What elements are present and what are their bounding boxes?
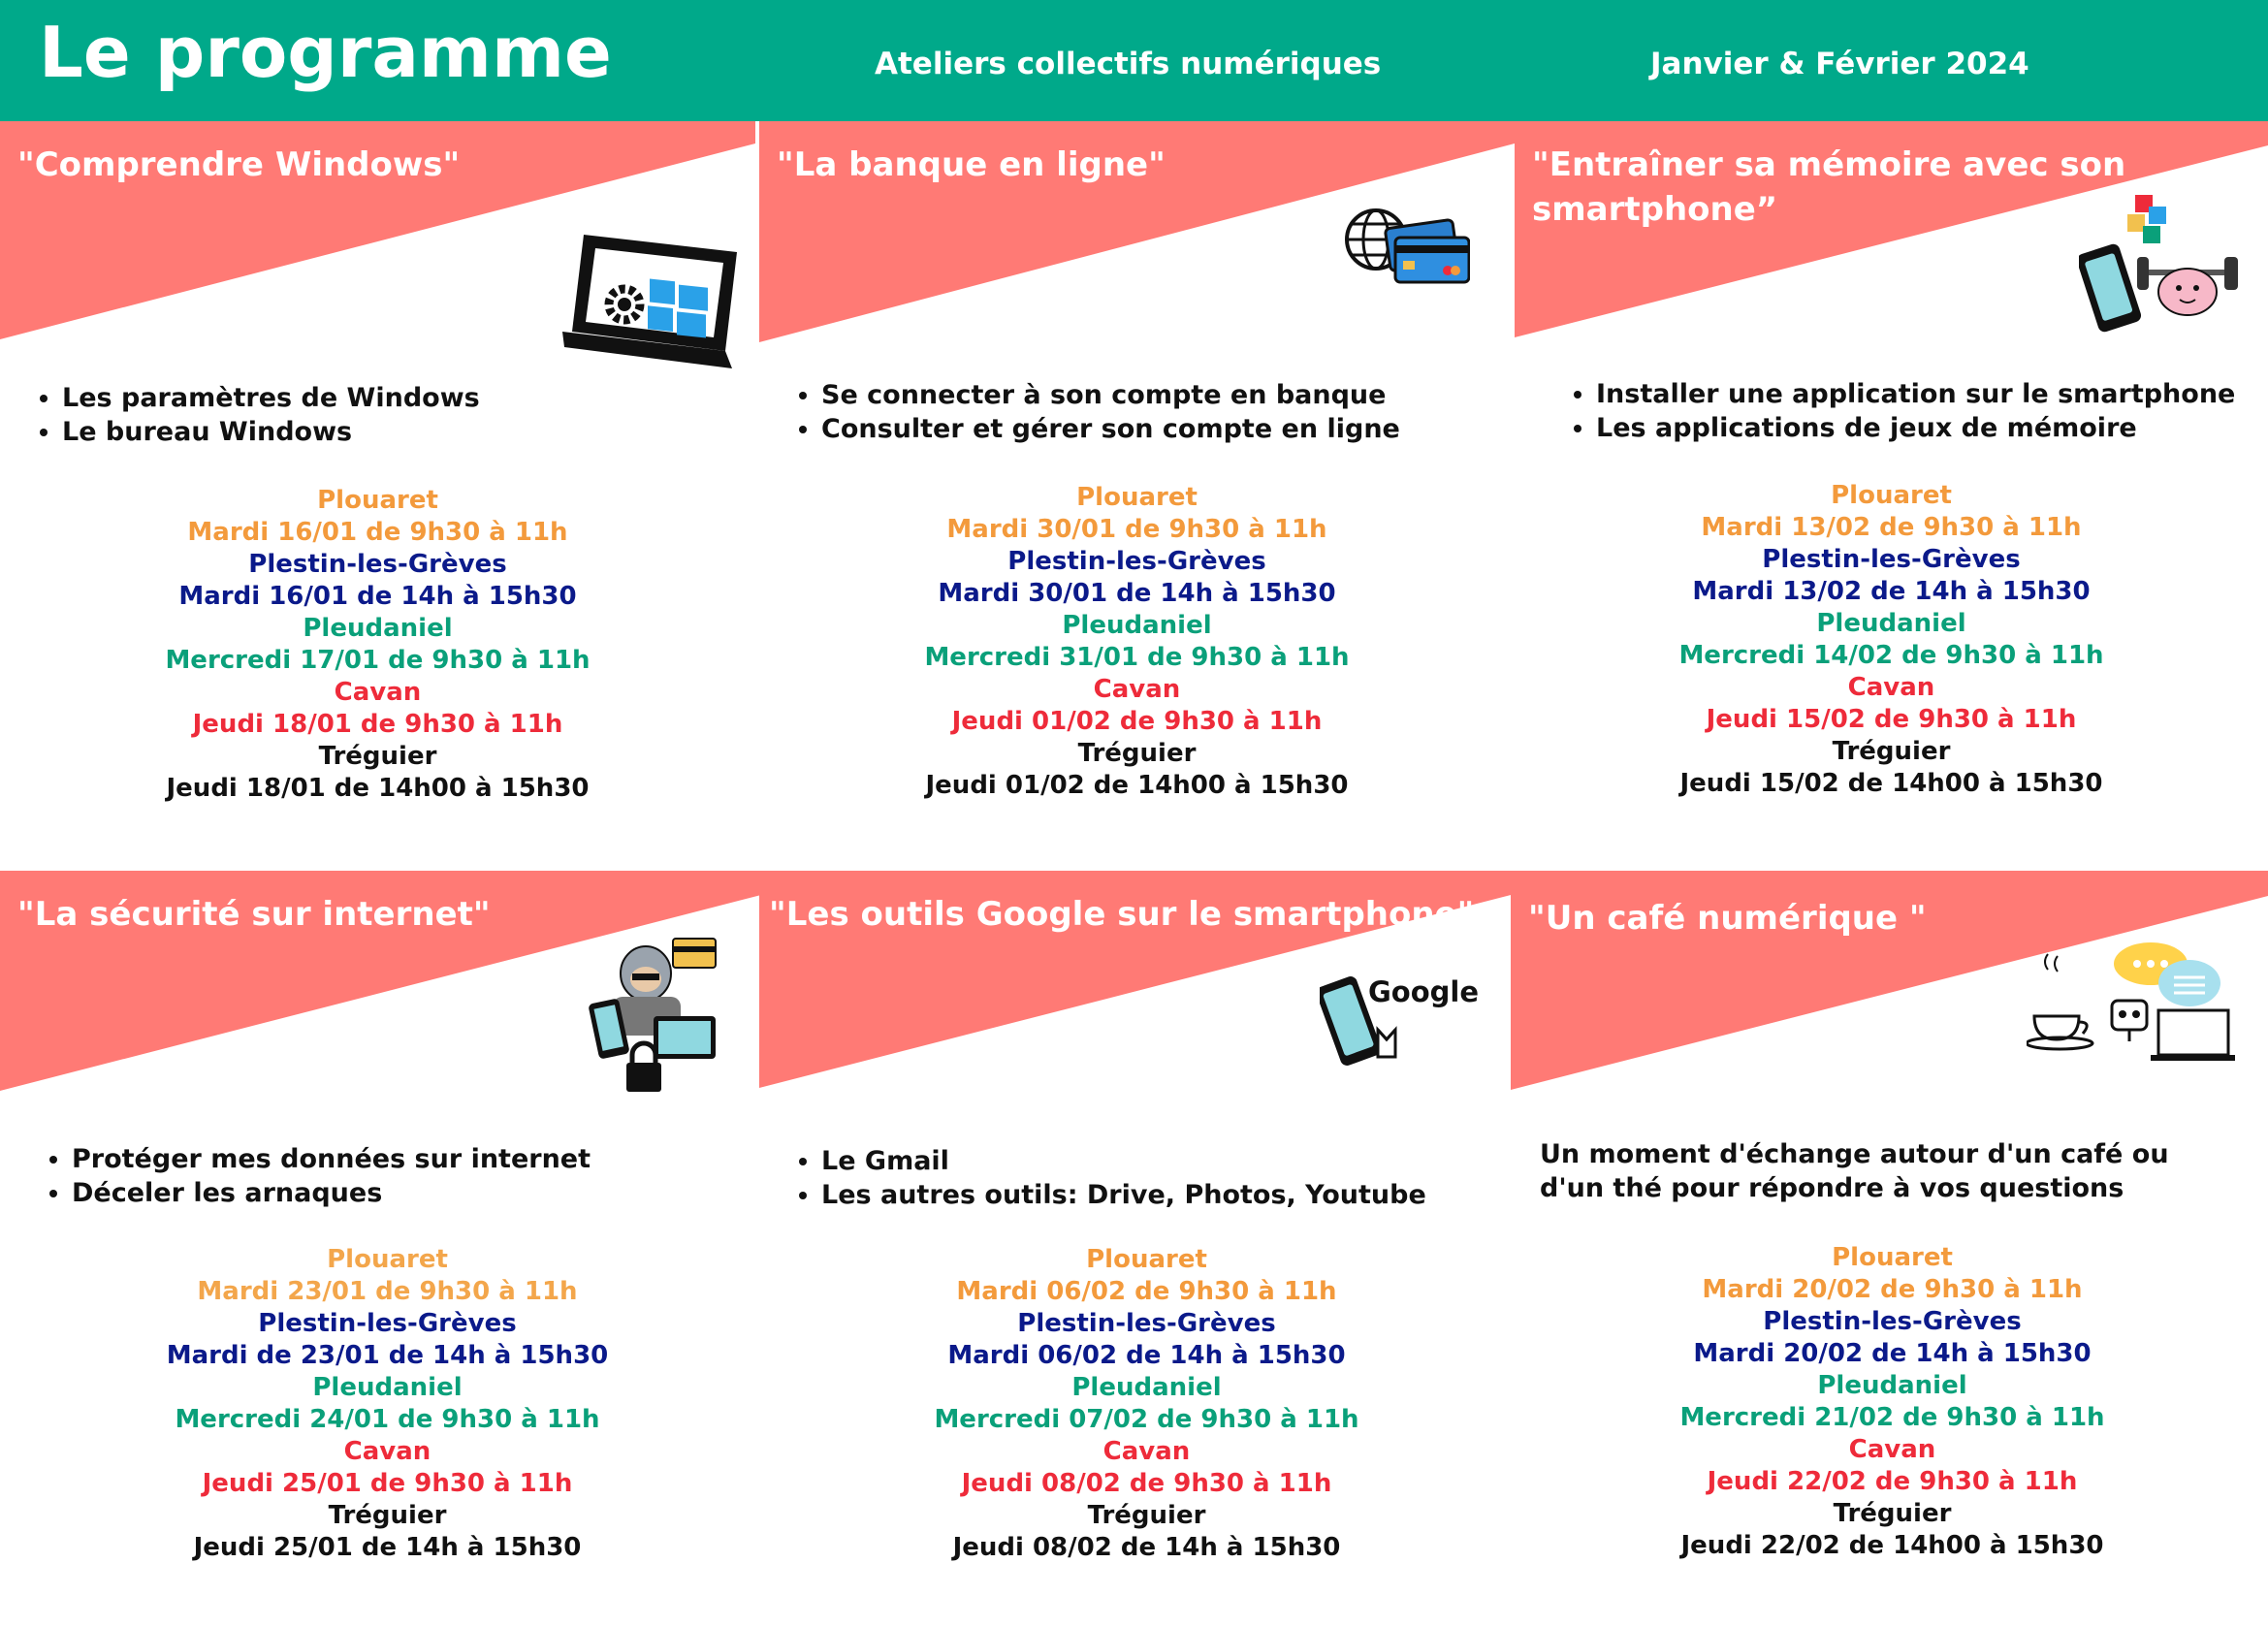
session-location-plouaret: Plouaret	[327, 1245, 448, 1274]
topic-item: • Les applications de jeux de mémoire	[1596, 411, 2235, 445]
session-datetime: Jeudi 15/02 de 14h00 à 15h30	[1679, 769, 2103, 798]
session-datetime: Mardi 20/02 de 14h à 15h30	[1693, 1339, 2092, 1368]
session-datetime: Jeudi 01/02 de 14h00 à 15h30	[925, 771, 1349, 800]
session-datetime: Jeudi 18/01 de 14h00 à 15h30	[166, 774, 590, 803]
topic-item: • Les autres outils: Drive, Photos, Youtube	[821, 1178, 1426, 1212]
topic-item: • Le Gmail	[821, 1144, 1426, 1178]
session-datetime: Mercredi 14/02 de 9h30 à 11h	[1678, 641, 2104, 670]
workshop-title: "La banque en ligne"	[777, 145, 1166, 184]
workshop-title: "Les outils Google sur le smartphone"	[769, 895, 1475, 934]
session-datetime: Mardi de 23/01 de 14h à 15h30	[166, 1341, 609, 1370]
session-location-plouaret: Plouaret	[1086, 1245, 1207, 1274]
session-location-plouaret: Plouaret	[1076, 483, 1198, 512]
laptop-windows-icon	[562, 223, 756, 368]
session-datetime: Mardi 13/02 de 9h30 à 11h	[1701, 513, 2082, 542]
session-location-cavan: Cavan	[1848, 1435, 1936, 1464]
session-schedule	[759, 482, 1515, 802]
session-schedule	[1515, 1242, 2268, 1562]
session-location-treguier: Tréguier	[1087, 1501, 1206, 1530]
session-location-pleudaniel: Pleudaniel	[312, 1373, 463, 1402]
session-location-pleudaniel: Pleudaniel	[1817, 1371, 1967, 1400]
session-datetime: Jeudi 01/02 de 9h30 à 11h	[951, 707, 1323, 736]
session-schedule	[0, 485, 755, 805]
phone-brain-puzzle-icon	[2079, 195, 2253, 340]
session-datetime: Mardi 23/01 de 9h30 à 11h	[197, 1277, 578, 1306]
session-datetime: Jeudi 22/02 de 9h30 à 11h	[1707, 1467, 2078, 1496]
topic-item: • Les paramètres de Windows	[62, 381, 480, 415]
session-datetime: Jeudi 08/02 de 14h à 15h30	[952, 1533, 1341, 1562]
topic-item: • Installer une application sur le smartphone	[1596, 377, 2235, 411]
session-location-plestin: Plestin-les-Grèves	[1763, 1307, 2022, 1336]
header-subtitle-center: Ateliers collectifs numériques	[875, 47, 1382, 81]
session-location-treguier: Tréguier	[1077, 739, 1197, 768]
session-datetime: Mardi 20/02 de 9h30 à 11h	[1702, 1275, 2083, 1304]
topic-item: • Le bureau Windows	[62, 415, 480, 449]
session-datetime: Mercredi 07/02 de 9h30 à 11h	[934, 1405, 1359, 1434]
session-datetime: Mercredi 21/02 de 9h30 à 11h	[1679, 1403, 2105, 1432]
hacker-lock-devices-icon	[584, 937, 724, 1097]
session-datetime: Mardi 06/02 de 9h30 à 11h	[956, 1277, 1337, 1306]
session-datetime: Jeudi 25/01 de 9h30 à 11h	[202, 1469, 573, 1498]
session-location-pleudaniel: Pleudaniel	[303, 614, 453, 643]
session-datetime: Mardi 16/01 de 14h à 15h30	[178, 582, 577, 611]
workshop-title: "Comprendre Windows"	[17, 145, 461, 184]
topic-item: • Consulter et gérer son compte en ligne	[821, 412, 1400, 446]
session-datetime: Mardi 30/01 de 9h30 à 11h	[946, 515, 1327, 544]
session-location-cavan: Cavan	[1847, 673, 1935, 702]
session-location-treguier: Tréguier	[1833, 1499, 1952, 1528]
session-location-treguier: Tréguier	[1832, 737, 1951, 766]
session-datetime: Jeudi 15/02 de 9h30 à 11h	[1706, 705, 2077, 734]
topic-item: • Déceler les arnaques	[72, 1176, 591, 1210]
topic-list	[39, 1142, 591, 1210]
session-location-treguier: Tréguier	[318, 742, 437, 771]
header-subtitle-right: Janvier & Février 2024	[1650, 47, 2029, 81]
session-schedule	[10, 1244, 765, 1564]
topic-list	[788, 1144, 1426, 1212]
session-location-plestin: Plestin-les-Grèves	[248, 550, 507, 579]
workshop-card-cafe	[1511, 871, 2266, 1627]
globe-credit-card-icon	[1339, 205, 1470, 292]
session-datetime: Mercredi 31/01 de 9h30 à 11h	[924, 643, 1350, 672]
header-bar	[0, 0, 2268, 121]
topic-list	[29, 381, 480, 449]
session-location-plestin: Plestin-les-Grèves	[1007, 547, 1266, 576]
session-datetime: Mercredi 24/01 de 9h30 à 11h	[175, 1405, 600, 1434]
session-schedule	[769, 1244, 1524, 1564]
workshop-title: "La sécurité sur internet"	[17, 895, 491, 934]
session-datetime: Mardi 30/01 de 14h à 15h30	[938, 579, 1336, 608]
session-location-pleudaniel: Pleudaniel	[1062, 611, 1212, 640]
session-location-pleudaniel: Pleudaniel	[1071, 1373, 1222, 1402]
topic-list	[1563, 377, 2235, 445]
session-schedule	[1515, 480, 2268, 800]
session-datetime: Mardi 13/02 de 14h à 15h30	[1692, 577, 2091, 606]
session-location-plouaret: Plouaret	[317, 486, 438, 515]
session-location-cavan: Cavan	[1102, 1437, 1191, 1466]
session-datetime: Jeudi 22/02 de 14h00 à 15h30	[1680, 1531, 2104, 1560]
session-location-treguier: Tréguier	[328, 1501, 447, 1530]
session-location-cavan: Cavan	[343, 1437, 431, 1466]
session-datetime: Mardi 16/01 de 9h30 à 11h	[187, 518, 568, 547]
workshop-description: Un moment d'échange autour d'un café ou d'un thé pour répondre à vos questions	[1540, 1139, 2169, 1203]
session-datetime: Mardi 06/02 de 14h à 15h30	[947, 1341, 1346, 1370]
session-location-cavan: Cavan	[1093, 675, 1181, 704]
session-datetime: Mercredi 17/01 de 9h30 à 11h	[165, 646, 591, 675]
google-icon-label: Google	[1368, 975, 1480, 1008]
session-datetime: Jeudi 18/01 de 9h30 à 11h	[192, 710, 563, 739]
workshop-card-windows	[0, 121, 755, 877]
session-location-plestin: Plestin-les-Grèves	[1762, 545, 2021, 574]
coffee-chat-robot-icon	[2027, 941, 2235, 1067]
session-location-cavan: Cavan	[334, 678, 422, 707]
topic-item: • Protéger mes données sur internet	[72, 1142, 591, 1176]
page-title: Le programme	[39, 12, 612, 93]
session-location-plestin: Plestin-les-Grèves	[258, 1309, 517, 1338]
session-datetime: Jeudi 08/02 de 9h30 à 11h	[961, 1469, 1332, 1498]
session-location-plouaret: Plouaret	[1832, 1243, 1953, 1272]
session-location-pleudaniel: Pleudaniel	[1816, 609, 1966, 638]
workshop-title: "Entraîner sa mémoire avec son smartphone”	[1532, 145, 2126, 229]
workshop-title: "Un café numérique "	[1528, 899, 1927, 938]
session-datetime: Jeudi 25/01 de 14h à 15h30	[193, 1533, 582, 1562]
session-location-plestin: Plestin-les-Grèves	[1017, 1309, 1276, 1338]
workshop-card-banque	[759, 121, 1515, 877]
session-location-plouaret: Plouaret	[1831, 481, 1952, 510]
workshop-card-securite	[0, 871, 755, 1627]
workshop-card-google	[759, 871, 1515, 1627]
topic-item: • Se connecter à son compte en banque	[821, 378, 1400, 412]
workshop-card-memoire	[1515, 121, 2268, 877]
topic-list	[788, 378, 1400, 446]
